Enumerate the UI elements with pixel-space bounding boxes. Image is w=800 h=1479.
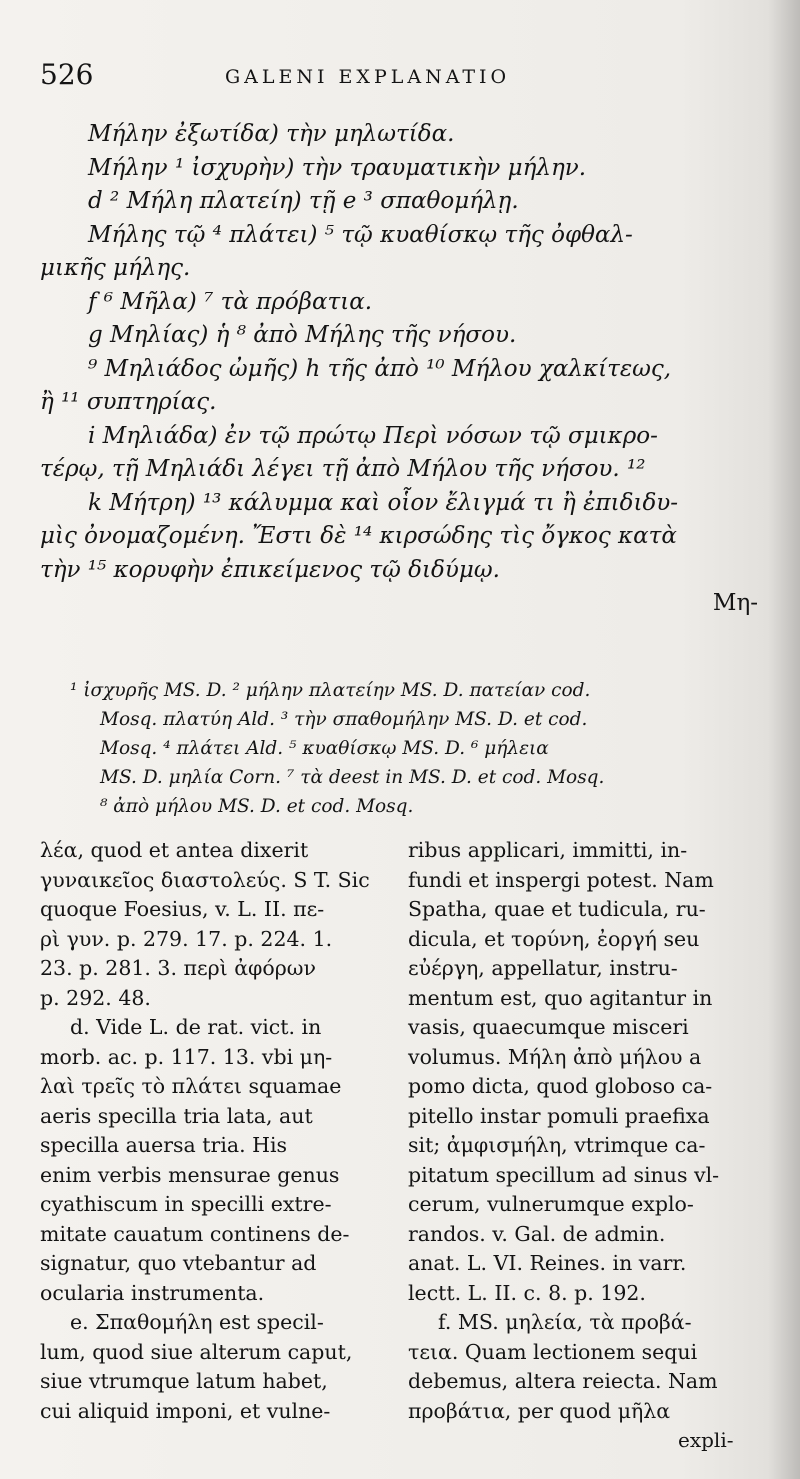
text-line: Μήλην ¹ ἰσχυρὴν) τὴν τραυματικὴν μήλην. [88, 154, 587, 181]
footnote-line: Mosq. ⁴ πλάτει Ald. ⁵ κυαθίσκῳ MS. D. ⁶ μήλεια [100, 738, 549, 759]
column-line: e. Σπαθομήλη est specil- [70, 1310, 324, 1334]
column-line: pitatum specillum ad sinus vl- [408, 1162, 720, 1187]
main-greek-text [40, 118, 760, 621]
text-line: τέρῳ, τῇ Μηλιάδι λέγει τῇ ἀπὸ Μήλου τῆς νήσου. ¹² [40, 456, 646, 482]
text-line: i Μηλιάδα) ἐν τῷ πρώτῳ Περὶ νόσων τῷ σμικρο- [88, 422, 658, 449]
column-line: morb. ac. p. 117. 13. vbi μη- [40, 1044, 333, 1069]
text-line: d ² Μήλη πλατείη) τῇ e ³ σπαθομήλῃ. [88, 188, 519, 214]
text-line: k Μήτρη) ¹³ κάλυμμα καὶ οἷον ἔλιγμά τι ἢ ἐπιδιδυ- [88, 489, 679, 516]
column-line: lum, quod siue alterum caput, [40, 1339, 353, 1364]
column-line: quoque Foesius, v. L. II. πε- [40, 897, 325, 921]
column-line: pitello instar pomuli praefixa [408, 1103, 710, 1128]
column-line: randos. v. Gal. de admin. [408, 1221, 666, 1246]
column-line: signatur, quo vtebantur ad [40, 1251, 317, 1275]
column-line: mentum est, quo agitantur in [408, 985, 713, 1010]
column-line: specilla auersa tria. His [40, 1133, 288, 1157]
text-line: τὴν ¹⁵ κορυφὴν ἐπικείμενος τῷ διδύμῳ. [40, 556, 500, 583]
column-line: debemus, altera reiecta. Nam [408, 1369, 718, 1393]
column-line: τεια. Quam lectionem sequi [408, 1339, 698, 1364]
page-number: 526 [40, 58, 94, 91]
column-line: volumus. Μήλη ἀπὸ μήλου a [408, 1044, 702, 1069]
column-line: ρὶ γυν. p. 279. 17. p. 224. 1. [40, 926, 333, 951]
text-line: Μήλης τῷ ⁴ πλάτει) ⁵ τῷ κυαθίσκῳ τῆς ὀφθαλ- [88, 221, 633, 248]
footnote-line: ¹ ἰσχυρῆς MS. D. ² μήλην πλατείην MS. D. πατείαν cod. [70, 680, 591, 701]
column-line: sit; ἀμφισμήλη, vtrimque ca- [408, 1133, 706, 1157]
column-line: λαὶ τρεῖς τὸ πλάτει squamae [40, 1074, 342, 1098]
footnotes [70, 676, 770, 821]
column-line: dicula, et τορύνη, ἐοργή seu [408, 926, 700, 951]
catchword: expli- [678, 1428, 734, 1452]
column-line: εὐέργη, appellatur, instru- [408, 956, 678, 980]
column-line: vasis, quaecumque misceri [408, 1015, 689, 1039]
column-line: siue vtrumque latum habet, [40, 1369, 328, 1393]
column-line: cerum, vulnerumque explo- [408, 1192, 694, 1216]
text-line: Μη- [712, 590, 758, 616]
column-line: προβάτια, per quod μῆλα [408, 1398, 671, 1423]
column-line: cyathiscum in specilli extre- [40, 1192, 332, 1216]
text-line: μὶς ὀνομαζομένη. Ἔστι δὲ ¹⁴ κιρσώδης τὶς ὄγκος κατὰ [40, 523, 677, 549]
column-line: cui aliquid imponi, et vulne- [40, 1398, 331, 1423]
text-line: g Μηλίας) ἡ ⁸ ἀπὸ Μήλης τῆς νήσου. [88, 322, 517, 348]
commentary-left-column [40, 836, 385, 1426]
column-line: ribus applicari, immitti, in- [408, 838, 688, 862]
running-head: GALENI EXPLANATIO [225, 66, 511, 88]
column-line: pomo dicta, quod globoso ca- [408, 1074, 713, 1098]
text-line: Μήλην ἐξωτίδα) τὴν μηλωτίδα. [88, 121, 455, 147]
column-line: fundi et inspergi potest. Nam [408, 867, 714, 892]
footnote-line: ⁸ ἀπὸ μήλου MS. D. et cod. Mosq. [100, 796, 414, 817]
page-header [40, 58, 740, 98]
column-line: f. MS. μηλεία, τὰ προβά- [438, 1310, 692, 1334]
text-line: f ⁶ Μῆλα) ⁷ τὰ πρόβατια. [88, 288, 373, 315]
column-line: ocularia instrumenta. [40, 1280, 265, 1305]
commentary-right-column [408, 836, 753, 1426]
text-line: ἢ ¹¹ συπτηρίας. [40, 389, 217, 415]
column-line: anat. L. VI. Reines. in varr. [408, 1251, 687, 1275]
text-line: ⁹ Μηλιάδος ὠμῆς) h τῆς ἀπὸ ¹⁰ Μήλου χαλκίτεως, [88, 355, 672, 382]
column-line: λέα, quod et antea dixerit [40, 838, 309, 862]
footnote-line: Mosq. πλατύη Ald. ³ τὴν σπαθομήλην MS. D. et cod. [100, 709, 588, 730]
column-line: lectt. L. II. c. 8. p. 192. [408, 1280, 646, 1305]
column-line: enim verbis mensurae genus [40, 1162, 340, 1187]
column-line: d. Vide L. de rat. vict. in [70, 1015, 322, 1039]
column-line: mitate cauatum continens de- [40, 1221, 350, 1246]
column-line: Spatha, quae et tudicula, ru- [408, 897, 706, 921]
text-line: μικῆς μήλης. [40, 255, 191, 281]
column-line: 23. p. 281. 3. περὶ ἀφόρων [40, 956, 316, 980]
column-line: aeris specilla tria lata, aut [40, 1103, 313, 1128]
column-line: γυναικεῖος διαστολεύς. S T. Sic [40, 867, 370, 892]
column-line: p. 292. 48. [40, 985, 151, 1010]
footnote-line: MS. D. μηλία Corn. ⁷ τὰ deest in MS. D. et cod. Mosq. [100, 767, 605, 788]
